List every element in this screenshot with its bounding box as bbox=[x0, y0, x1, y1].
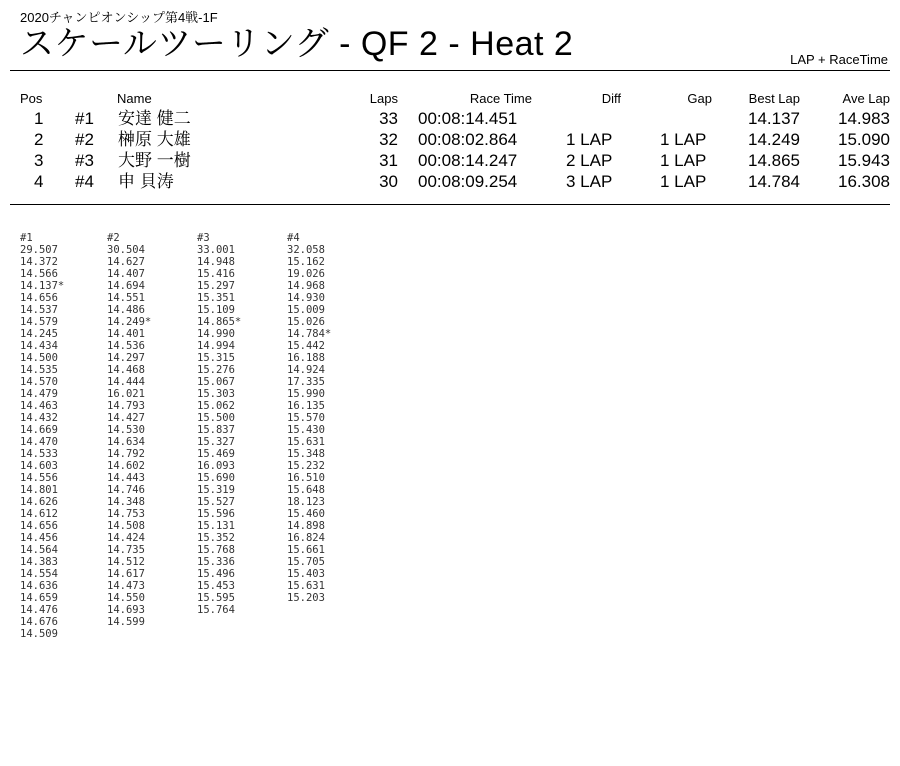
lap-column-header: #2 bbox=[107, 232, 120, 244]
lap-column-header: #4 bbox=[287, 232, 300, 244]
lap-time: 14.536 bbox=[107, 340, 145, 352]
lap-time: 15.453 bbox=[197, 580, 235, 592]
result-row bbox=[20, 150, 890, 171]
lap-time: 14.636 bbox=[20, 580, 58, 592]
result-ave-lap: 16.308 bbox=[838, 172, 890, 191]
lap-time: 16.824 bbox=[287, 532, 325, 544]
lap-time: 15.430 bbox=[287, 424, 325, 436]
lap-time: 14.694 bbox=[107, 280, 145, 292]
result-gap: 1 LAP bbox=[660, 130, 707, 149]
lap-time: 14.669 bbox=[20, 424, 58, 436]
lap-time: 14.533 bbox=[20, 448, 58, 460]
header-divider bbox=[10, 70, 890, 71]
lap-time: 14.512 bbox=[107, 556, 145, 568]
lap-time: 29.507 bbox=[20, 244, 58, 256]
lap-time: 17.335 bbox=[287, 376, 325, 388]
result-laps: 30 bbox=[379, 172, 398, 191]
results-header-row bbox=[20, 90, 890, 108]
lap-time: 14.617 bbox=[107, 568, 145, 580]
lap-time: 16.188 bbox=[287, 352, 325, 364]
lap-time: 14.348 bbox=[107, 496, 145, 508]
lap-time: 14.245 bbox=[20, 328, 58, 340]
lap-time: 15.319 bbox=[197, 484, 235, 496]
lap-time: 15.303 bbox=[197, 388, 235, 400]
result-race-time: 00:08:09.254 bbox=[418, 172, 518, 191]
header-race-time: Race Time bbox=[469, 91, 532, 106]
result-ave-lap: 15.943 bbox=[838, 151, 890, 170]
result-gap: 1 LAP bbox=[660, 151, 707, 170]
result-best-lap: 14.137 bbox=[748, 109, 800, 128]
report-type-label: LAP + RaceTime bbox=[790, 52, 888, 67]
result-pos: 3 bbox=[34, 151, 44, 170]
lap-time: 14.753 bbox=[107, 508, 145, 520]
lap-column bbox=[107, 232, 151, 628]
lap-time: 14.626 bbox=[20, 496, 58, 508]
lap-time: 15.768 bbox=[197, 544, 235, 556]
result-ave-lap: 15.090 bbox=[838, 130, 890, 149]
result-driver-name: 申 貝涛 bbox=[118, 172, 174, 191]
lap-time: 14.801 bbox=[20, 484, 58, 496]
lap-time: 15.596 bbox=[197, 508, 235, 520]
lap-time: 15.009 bbox=[287, 304, 325, 316]
lap-time: 16.510 bbox=[287, 472, 325, 484]
lap-time: 15.232 bbox=[287, 460, 325, 472]
lap-time: 15.837 bbox=[197, 424, 235, 436]
lap-time: 15.416 bbox=[197, 268, 235, 280]
lap-time: 14.994 bbox=[197, 340, 235, 352]
lap-time: 15.351 bbox=[197, 292, 235, 304]
lap-time: 15.527 bbox=[197, 496, 235, 508]
lap-time: 15.348 bbox=[287, 448, 325, 460]
lap-time: 32.058 bbox=[287, 244, 325, 256]
lap-time: 15.496 bbox=[197, 568, 235, 580]
lap-time: 14.372 bbox=[20, 256, 58, 268]
results-divider bbox=[10, 204, 890, 205]
lap-time: 14.930 bbox=[287, 292, 325, 304]
lap-time: 15.352 bbox=[197, 532, 235, 544]
result-driver-name: 大野 一樹 bbox=[118, 151, 191, 170]
lap-time: 14.249* bbox=[107, 316, 152, 328]
lap-time: 15.403 bbox=[287, 568, 325, 580]
lap-time: 15.109 bbox=[197, 304, 235, 316]
lap-time: 14.990 bbox=[197, 328, 235, 340]
lap-time: 15.990 bbox=[287, 388, 325, 400]
lap-time: 15.595 bbox=[197, 592, 235, 604]
lap-time: 14.137* bbox=[20, 280, 65, 292]
lap-time: 15.690 bbox=[197, 472, 235, 484]
lap-time: 15.442 bbox=[287, 340, 325, 352]
result-car-number: #2 bbox=[75, 130, 94, 149]
lap-time: 14.603 bbox=[20, 460, 58, 472]
lap-time: 15.661 bbox=[287, 544, 325, 556]
lap-time: 14.924 bbox=[287, 364, 325, 376]
lap-time: 14.476 bbox=[20, 604, 58, 616]
header-ave-lap: Ave Lap bbox=[842, 91, 890, 106]
lap-time: 15.162 bbox=[287, 256, 325, 268]
result-gap: 1 LAP bbox=[660, 172, 707, 191]
result-row bbox=[20, 129, 890, 150]
lap-time: 15.570 bbox=[287, 412, 325, 424]
lap-time: 14.468 bbox=[107, 364, 145, 376]
lap-time: 14.473 bbox=[107, 580, 145, 592]
lap-time: 15.327 bbox=[197, 436, 235, 448]
lap-time: 15.705 bbox=[287, 556, 325, 568]
lap-time: 15.631 bbox=[287, 580, 325, 592]
lap-time: 14.865* bbox=[197, 316, 242, 328]
result-row bbox=[20, 171, 890, 192]
lap-time: 14.599 bbox=[107, 616, 145, 628]
lap-time: 14.792 bbox=[107, 448, 145, 460]
lap-time: 16.021 bbox=[107, 388, 145, 400]
header-pos: Pos bbox=[20, 91, 43, 106]
lap-time: 14.383 bbox=[20, 556, 58, 568]
lap-time: 14.479 bbox=[20, 388, 58, 400]
lap-time: 14.297 bbox=[107, 352, 145, 364]
result-driver-name: 安達 健二 bbox=[118, 109, 191, 128]
lap-time: 14.735 bbox=[107, 544, 145, 556]
result-laps: 31 bbox=[379, 151, 398, 170]
lap-column bbox=[20, 232, 64, 640]
result-pos: 4 bbox=[34, 172, 44, 191]
lap-time: 14.432 bbox=[20, 412, 58, 424]
lap-time: 14.570 bbox=[20, 376, 58, 388]
lap-time: 14.634 bbox=[107, 436, 145, 448]
lap-time: 14.556 bbox=[20, 472, 58, 484]
lap-time: 14.508 bbox=[107, 520, 145, 532]
result-race-time: 00:08:14.247 bbox=[418, 151, 518, 170]
lap-time: 14.659 bbox=[20, 592, 58, 604]
lap-time: 15.062 bbox=[197, 400, 235, 412]
result-best-lap: 14.865 bbox=[748, 151, 800, 170]
lap-column-header: #1 bbox=[20, 232, 33, 244]
lap-time: 15.203 bbox=[287, 592, 325, 604]
header-gap: Gap bbox=[687, 91, 712, 106]
lap-time: 33.001 bbox=[197, 244, 235, 256]
header-best-lap: Best Lap bbox=[748, 91, 800, 106]
lap-time: 14.564 bbox=[20, 544, 58, 556]
lap-time: 19.026 bbox=[287, 268, 325, 280]
lap-time: 16.093 bbox=[197, 460, 235, 472]
result-diff: 3 LAP bbox=[566, 172, 613, 191]
lap-time: 15.315 bbox=[197, 352, 235, 364]
lap-time: 14.612 bbox=[20, 508, 58, 520]
lap-time: 14.784* bbox=[287, 328, 332, 340]
lap-time: 14.537 bbox=[20, 304, 58, 316]
result-driver-name: 榊原 大雄 bbox=[118, 130, 191, 149]
lap-time: 14.693 bbox=[107, 604, 145, 616]
lap-column bbox=[287, 232, 331, 604]
lap-time: 14.793 bbox=[107, 400, 145, 412]
result-pos: 1 bbox=[34, 109, 44, 128]
header-diff: Diff bbox=[601, 91, 621, 106]
lap-column bbox=[197, 232, 241, 616]
lap-time: 14.535 bbox=[20, 364, 58, 376]
result-car-number: #4 bbox=[75, 172, 94, 191]
lap-time: 14.968 bbox=[287, 280, 325, 292]
lap-time: 15.460 bbox=[287, 508, 325, 520]
lap-time: 14.948 bbox=[197, 256, 235, 268]
lap-time: 15.500 bbox=[197, 412, 235, 424]
result-car-number: #1 bbox=[75, 109, 94, 128]
lap-time: 15.067 bbox=[197, 376, 235, 388]
lap-time: 15.336 bbox=[197, 556, 235, 568]
lap-time: 15.297 bbox=[197, 280, 235, 292]
lap-time: 30.504 bbox=[107, 244, 145, 256]
result-diff: 2 LAP bbox=[566, 151, 613, 170]
lap-time: 14.456 bbox=[20, 532, 58, 544]
lap-time: 14.550 bbox=[107, 592, 145, 604]
lap-time: 14.656 bbox=[20, 292, 58, 304]
lap-time: 14.579 bbox=[20, 316, 58, 328]
lap-time: 15.469 bbox=[197, 448, 235, 460]
lap-time: 14.602 bbox=[107, 460, 145, 472]
lap-time: 14.656 bbox=[20, 520, 58, 532]
header-laps: Laps bbox=[369, 91, 398, 106]
lap-time: 14.500 bbox=[20, 352, 58, 364]
lap-time: 14.443 bbox=[107, 472, 145, 484]
lap-time: 15.648 bbox=[287, 484, 325, 496]
result-laps: 32 bbox=[379, 130, 398, 149]
lap-time: 14.554 bbox=[20, 568, 58, 580]
result-laps: 33 bbox=[379, 109, 398, 128]
lap-time: 16.135 bbox=[287, 400, 325, 412]
lap-time: 15.131 bbox=[197, 520, 235, 532]
page-title: スケールツーリング - QF 2 - Heat 2 bbox=[20, 25, 574, 63]
result-ave-lap: 14.983 bbox=[838, 109, 890, 128]
lap-time: 15.764 bbox=[197, 604, 235, 616]
result-race-time: 00:08:02.864 bbox=[418, 130, 518, 149]
header-name: Name bbox=[117, 91, 152, 106]
lap-time: 15.026 bbox=[287, 316, 325, 328]
lap-time: 14.444 bbox=[107, 376, 145, 388]
lap-time: 14.530 bbox=[107, 424, 145, 436]
lap-time: 14.434 bbox=[20, 340, 58, 352]
result-pos: 2 bbox=[34, 130, 44, 149]
result-best-lap: 14.784 bbox=[748, 172, 800, 191]
lap-column-header: #3 bbox=[197, 232, 210, 244]
result-row bbox=[20, 108, 890, 129]
results-table bbox=[20, 90, 890, 192]
lap-time: 14.470 bbox=[20, 436, 58, 448]
lap-time: 15.631 bbox=[287, 436, 325, 448]
result-car-number: #3 bbox=[75, 151, 94, 170]
lap-time: 14.676 bbox=[20, 616, 58, 628]
lap-time: 14.898 bbox=[287, 520, 325, 532]
result-diff: 1 LAP bbox=[566, 130, 613, 149]
lap-time: 15.276 bbox=[197, 364, 235, 376]
lap-time: 14.627 bbox=[107, 256, 145, 268]
result-best-lap: 14.249 bbox=[748, 130, 800, 149]
lap-time: 14.407 bbox=[107, 268, 145, 280]
lap-time: 14.509 bbox=[20, 628, 58, 640]
event-name: 2020チャンピオンシップ第4戦-1F bbox=[20, 10, 218, 25]
lap-time: 14.463 bbox=[20, 400, 58, 412]
lap-time: 14.551 bbox=[107, 292, 145, 304]
lap-time: 14.401 bbox=[107, 328, 145, 340]
lap-time: 14.427 bbox=[107, 412, 145, 424]
result-race-time: 00:08:14.451 bbox=[418, 109, 518, 128]
lap-time: 14.424 bbox=[107, 532, 145, 544]
lap-time: 14.486 bbox=[107, 304, 145, 316]
lap-time: 14.566 bbox=[20, 268, 58, 280]
lap-time: 18.123 bbox=[287, 496, 325, 508]
lap-time: 14.746 bbox=[107, 484, 145, 496]
